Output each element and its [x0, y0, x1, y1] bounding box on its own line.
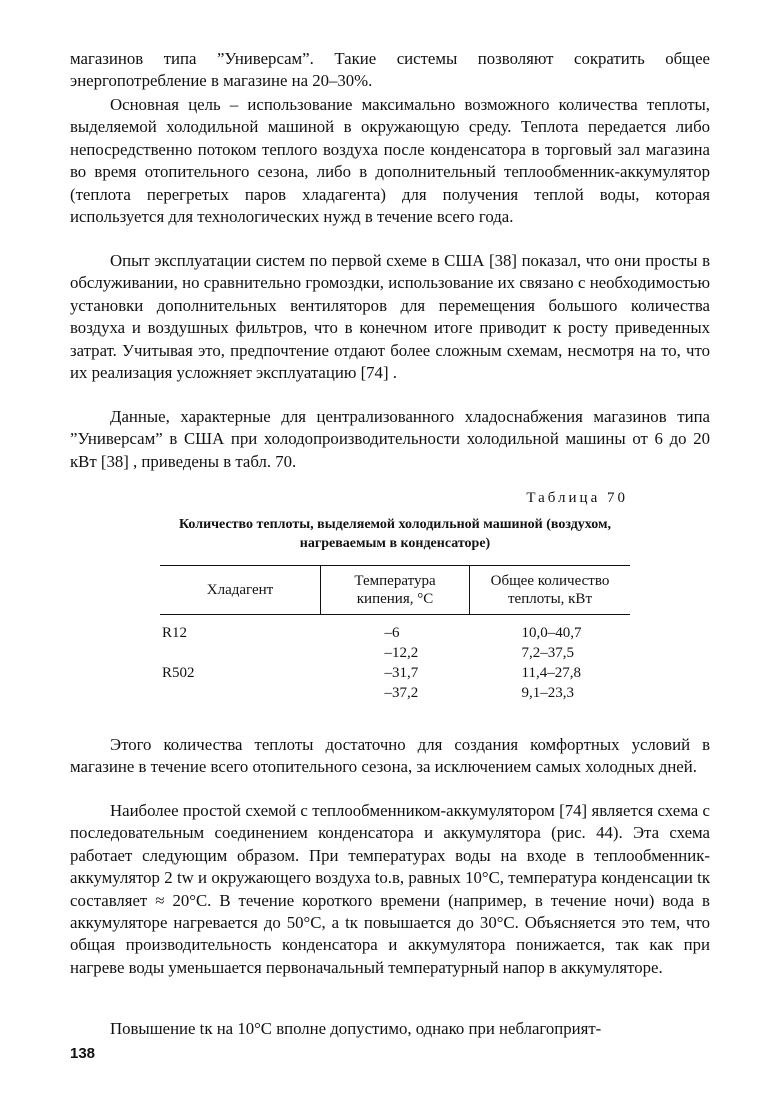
paragraph-3: Опыт эксплуатации систем по первой схеме в США [38] показал, что они просты в обслуживании, но сравнительно громоздки, использование их связано с необходимостью установки дополнительных вентиляторов для перемещения большого количества воздуха и воздушных фильтров, что в конечном итоге приводит к росту приведенных затрат. Учитывая это, предпочтение отдают более сложным схемам, несмотря на то, что их реализация усложняет эксплуатацию [74] . [70, 251, 710, 383]
cell-heat: 10,0–40,7 [521, 625, 582, 641]
cell-temp: –6 [384, 625, 400, 641]
cell-heat: 7,2–37,5 [521, 645, 574, 661]
page-number: 138 [70, 1045, 96, 1062]
table-number: Таблица 70 [526, 490, 628, 506]
cell-temp: –12,2 [384, 645, 419, 661]
cell-heat: 11,4–27,8 [521, 665, 581, 681]
header-refrigerant: Хладагент [160, 566, 321, 615]
table-header-row [160, 566, 630, 615]
header-total-heat: Общее количество теплоты, кВт [470, 566, 631, 615]
cell-refrigerant [160, 643, 321, 663]
paragraph-6: Наиболее простой схемой с теплообменником-аккумулятором [74] является схема с последовательным соединением конденсатора и аккумулятора (рис. 44). Эта схема работает следующим образом. При температурах воды на входе в теплообменник-аккумулятор 2 tw и окружающего воздуха tо.в, равных 10°С, температура конденсации tк составляет ≈ 20°С. В течение короткого времени (например, в течение ночи) вода в аккумуляторе нагревается до 50°С, а tк повышается до 30°С. Объясняется это тем, что общая производительность конденсатора и аккумулятора понижается, так как при нагреве воды уменьшается первоначальный температурный напор в аккумуляторе. [70, 801, 710, 977]
cell-temp: –31,7 [384, 665, 419, 681]
paragraph-7: Повышение tк на 10°С вполне допустимо, однако при неблагоприят- [110, 1019, 602, 1038]
paragraph-2: Основная цель – использование максимально возможного количества теплоты, выделяемой холодильной машиной в окружающую среду. Теплота передается либо непосредственно потоком теплого воздуха после конденсатора в торговый зал магазина во время отопительного сезона, либо в дополнительный теплообменник-аккумулятор (теплота перегретых паров хладагента) для получения теплой воды, которая используется для технологических нужд в течение всего года. [70, 95, 710, 227]
paragraph-5: Этого количества теплоты достаточно для создания комфортных условий в магазине в течение всего отопительного сезона, за исключением самых холодных дней. [70, 735, 710, 777]
cell-heat: 9,1–23,3 [521, 685, 574, 701]
cell-refrigerant: R12 [162, 625, 188, 641]
paragraph-4: Данные, характерные для централизованного хладоснабжения магазинов типа ”Универсам” в США при холодопроизводительности холодильной машины от 6 до 20 кВт [38] , приведены в табл. 70. [70, 407, 710, 471]
table-row [160, 663, 630, 683]
table-row [160, 683, 630, 703]
header-boiling-temp: Температура кипения, °С [321, 566, 470, 615]
table-row [160, 615, 630, 644]
table-caption: Количество теплоты, выделяемой холодильной машиной (воздухом, нагреваемым в конденсаторе) [178, 517, 612, 551]
cell-refrigerant [160, 683, 321, 703]
data-table [160, 565, 630, 703]
paragraph-1: магазинов типа ”Универсам”. Такие системы позволяют сократить общее энергопотребление в магазине на 20–30%. [70, 49, 710, 91]
table-row [160, 643, 630, 663]
cell-refrigerant: R502 [162, 665, 195, 681]
cell-temp: –37,2 [384, 685, 419, 701]
